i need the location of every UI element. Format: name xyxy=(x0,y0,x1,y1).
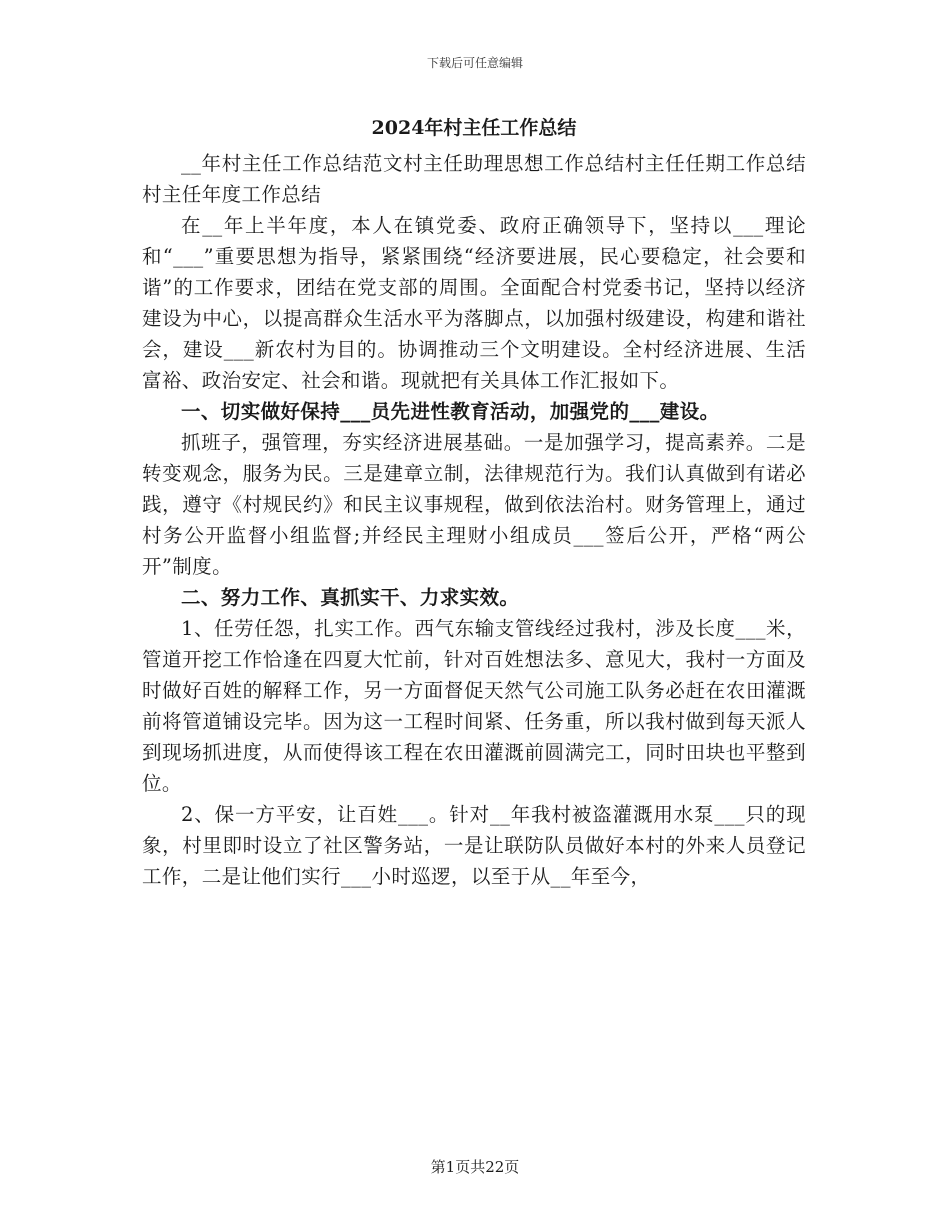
page-header-note: 下载后可任意编辑 xyxy=(426,56,523,70)
document-body xyxy=(142,112,806,892)
section-heading-2: 二、努力工作、真抓实干、力求实效。 xyxy=(181,586,520,609)
paragraph-section-2-item-2: 2、保一方平安，让百姓___。针对__年我村被盗灌溉用水泵___只的现象，村里即时设立了社区警务站，一是让联防队员做好本村的外来人员登记工作，二是让他们实行___小时巡逻，以至于从__年至今， xyxy=(142,803,806,888)
page-footer: 第1页共22页 xyxy=(430,1158,520,1176)
section-heading-1: 一、切实做好保持___员先进性教育活动，加强党的___建设。 xyxy=(181,400,720,423)
paragraph-summary: 在__年上半年度，本人在镇党委、政府正确领导下，坚持以___理论和“___”重要思想为指导，紧紧围绕“经济要进展，民心要稳定，社会要和谐”的工作要求，团结在党支部的周围。全面配合村党委书记，坚持以经济建设为中心，以提高群众生活水平为落脚点，以加强村级建设，构建和谐社会，建设___新农村为目的。协调推动三个文明建设。全村经济进展、生活富裕、政治安定、社会和谐。现就把有关具体工作汇报如下。 xyxy=(142,214,806,392)
paragraph-intro: __年村主任工作总结范文村主任助理思想工作总结村主任任期工作总结村主任年度工作总结 xyxy=(142,152,806,206)
paragraph-section-1: 抓班子，强管理，夯实经济进展基础。一是加强学习，提高素养。二是转变观念，服务为民。三是建章立制，法律规范行为。我们认真做到有诺必践，遵守《村规民约》和民主议事规程，做到依法治村。财务管理上，通过村务公开监督小组监督;并经民主理财小组成员___签后公开，严格“两公开”制度。 xyxy=(142,431,806,578)
paragraph-section-2-item-1: 1、任劳任怨，扎实工作。西气东输支管线经过我村，涉及长度___米，管道开挖工作恰逢在四夏大忙前，针对百姓想法多、意见大，我村一方面及时做好百姓的解释工作，另一方面督促天然气公司施工队务必赶在农田灌溉前将管道铺设完毕。因为这一工程时间紧、任务重，所以我村做到每天派人到现场抓进度，从而使得该工程在农田灌溉前圆满完工，同时田块也平整到位。 xyxy=(142,617,806,795)
document-title: 2024年村主任工作总结 xyxy=(371,117,577,139)
